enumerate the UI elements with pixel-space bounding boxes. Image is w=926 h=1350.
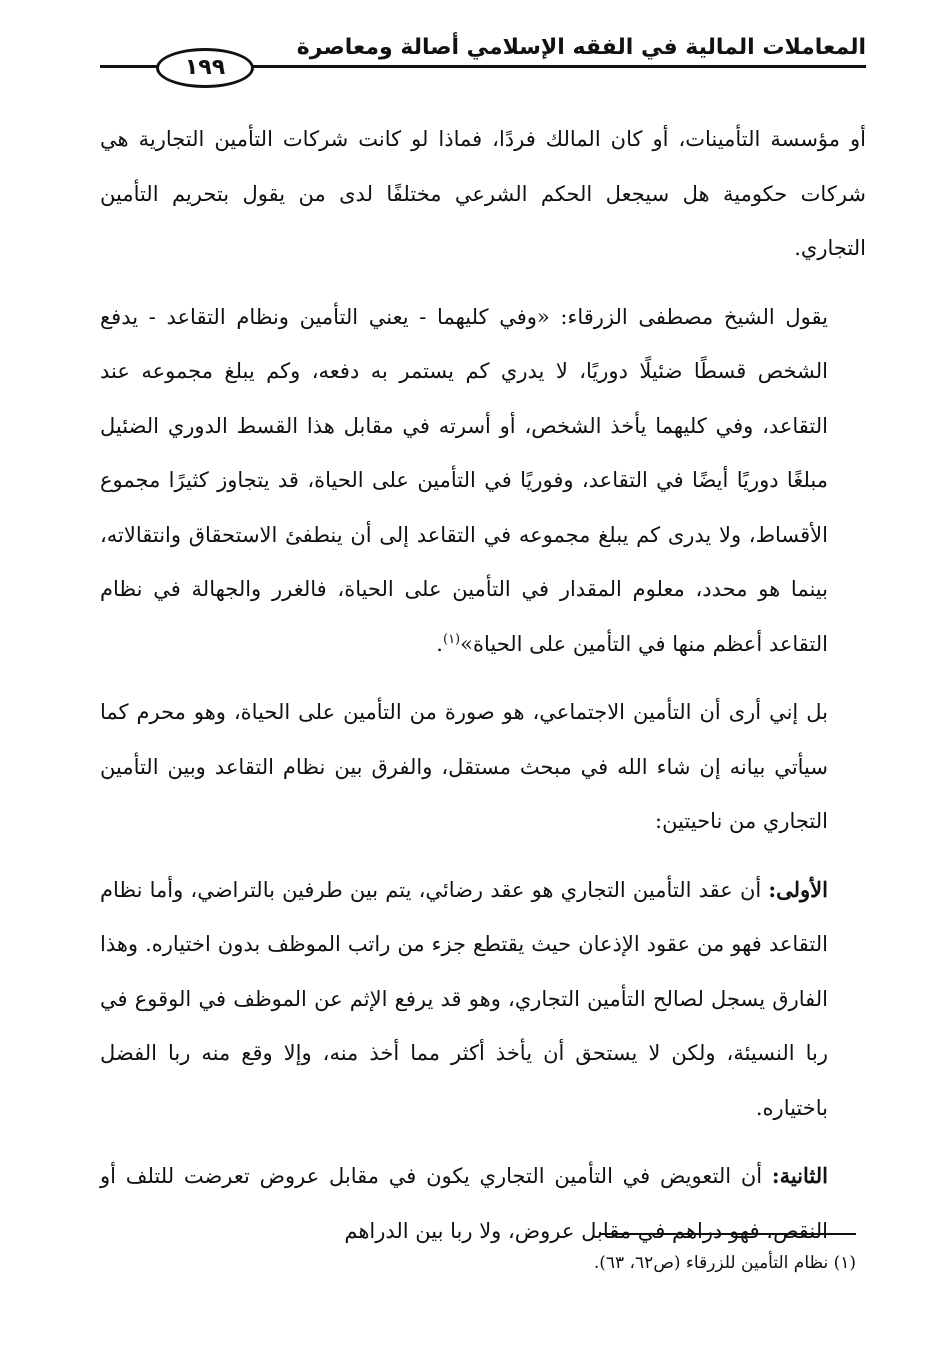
paragraph-1 xyxy=(100,112,866,276)
paragraph-text: أو مؤسسة التأمينات، أو كان المالك فردًا، فماذا لو كانت شركات التأمين التجارية هي شركات حكومية هل سيجعل الحكم الشرعي مختلفًا لدى من يقول بتحريم التأمين التجاري. xyxy=(100,127,866,260)
paragraph-lead: الأولى: xyxy=(768,876,828,902)
paragraph-text: يقول الشيخ مصطفى الزرقاء: «وفي كليهما - يعني التأمين ونظام التقاعد - يدفع الشخص قسطًا ضئيلًا دوريًا، لا يدري كم يستمر به دفعه، وكم يبلغ مجموعه عند التقاعد، وفي كليهما يأخذ الشخص، أو أسرته في مقابل هذا القسط الدوري الضئيل مبلغًا دوريًا أيضًا في التقاعد، وفوريًا في التأمين على الحياة، قد يتجاوز كثيرًا مجموع الأقساط، ولا يدرى كم يبلغ مجموعه في التقاعد إلى أن ينطفئ الاستحقاق وانتقالاته، بينما هو محدد، معلوم المقدار في التأمين على الحياة، فالغرر والجهالة في نظام التقاعد أعظم منها في التأمين على الحياة» xyxy=(100,304,828,656)
paragraph-text: بل إني أرى أن التأمين الاجتماعي، هو صورة من التأمين على الحياة، وهو محرم كما سيأتي بيانه إن شاء الله في مبحث مستقل، والفرق بين نظام التقاعد وبين التأمين التجاري من ناحيتين: xyxy=(100,700,828,833)
body-text xyxy=(100,112,866,1258)
page-number: ١٩٩ xyxy=(156,48,254,88)
paragraph-5 xyxy=(100,1149,866,1258)
paragraph-text: أن التعويض في التأمين التجاري يكون في مقابل عروض تعرضت للتلف أو النقص، فهو دراهم في مقابل عروض، ولا ربا بين الدراهم xyxy=(100,1164,828,1243)
paragraph-3 xyxy=(100,685,866,849)
running-header xyxy=(100,34,866,80)
paragraph-lead: الثانية: xyxy=(771,1163,828,1188)
header-title: المعاملات المالية في الفقه الإسلامي أصالة ومعاصرة xyxy=(296,35,866,60)
paragraph-text: أن عقد التأمين التجاري هو عقد رضائي، يتم بين طرفين بالتراضي، وأما نظام التقاعد فهو من عقود الإذعان حيث يقتطع جزء من راتب الموظف بدون اختياره. وهذا الفارق يسجل لصالح التأمين التجاري، وهو قد يرفع الإثم عن الموظف في الوقوع في ربا النسيئة، ولكن لا يستحق أن يأخذ أكثر مما أخذ منه، وإلا وقع منه ربا الفضل باختياره. xyxy=(100,877,828,1120)
footnote-marker: (١) xyxy=(442,631,461,647)
paragraph-4 xyxy=(100,863,866,1136)
footnote-rule xyxy=(600,1233,856,1235)
paragraph-2: يقول الشيخ مصطفى الزرقاء: «وفي كليهما - يعني التأمين ونظام التقاعد - يدفع الشخص قسطًا ضئيلًا دوريًا، لا يدري كم يستمر به دفعه، وكم يبلغ مجموعه عند التقاعد، وفي كليهما يأخذ الشخص، أو أسرته في مقابل هذا القسط الدوري الضئيل مبلغًا دوريًا أيضًا في التقاعد، وفوريًا في التأمين على الحياة، قد يتجاوز كثيرًا مجموع الأقساط، ولا يدرى كم يبلغ مجموعه في التقاعد إلى أن ينطفئ الاستحقاق وانتقالاته، بينما هو محدد، معلوم المقدار في التأمين على الحياة، فالغرر والجهالة في نظام التقاعد أعظم منها في التأمين على الحياة»$^{(١)}$. xyxy=(100,304,828,656)
footnote: (١) نظام التأمين للزرقاء (ص٦٢، ٦٣). xyxy=(593,1253,856,1273)
